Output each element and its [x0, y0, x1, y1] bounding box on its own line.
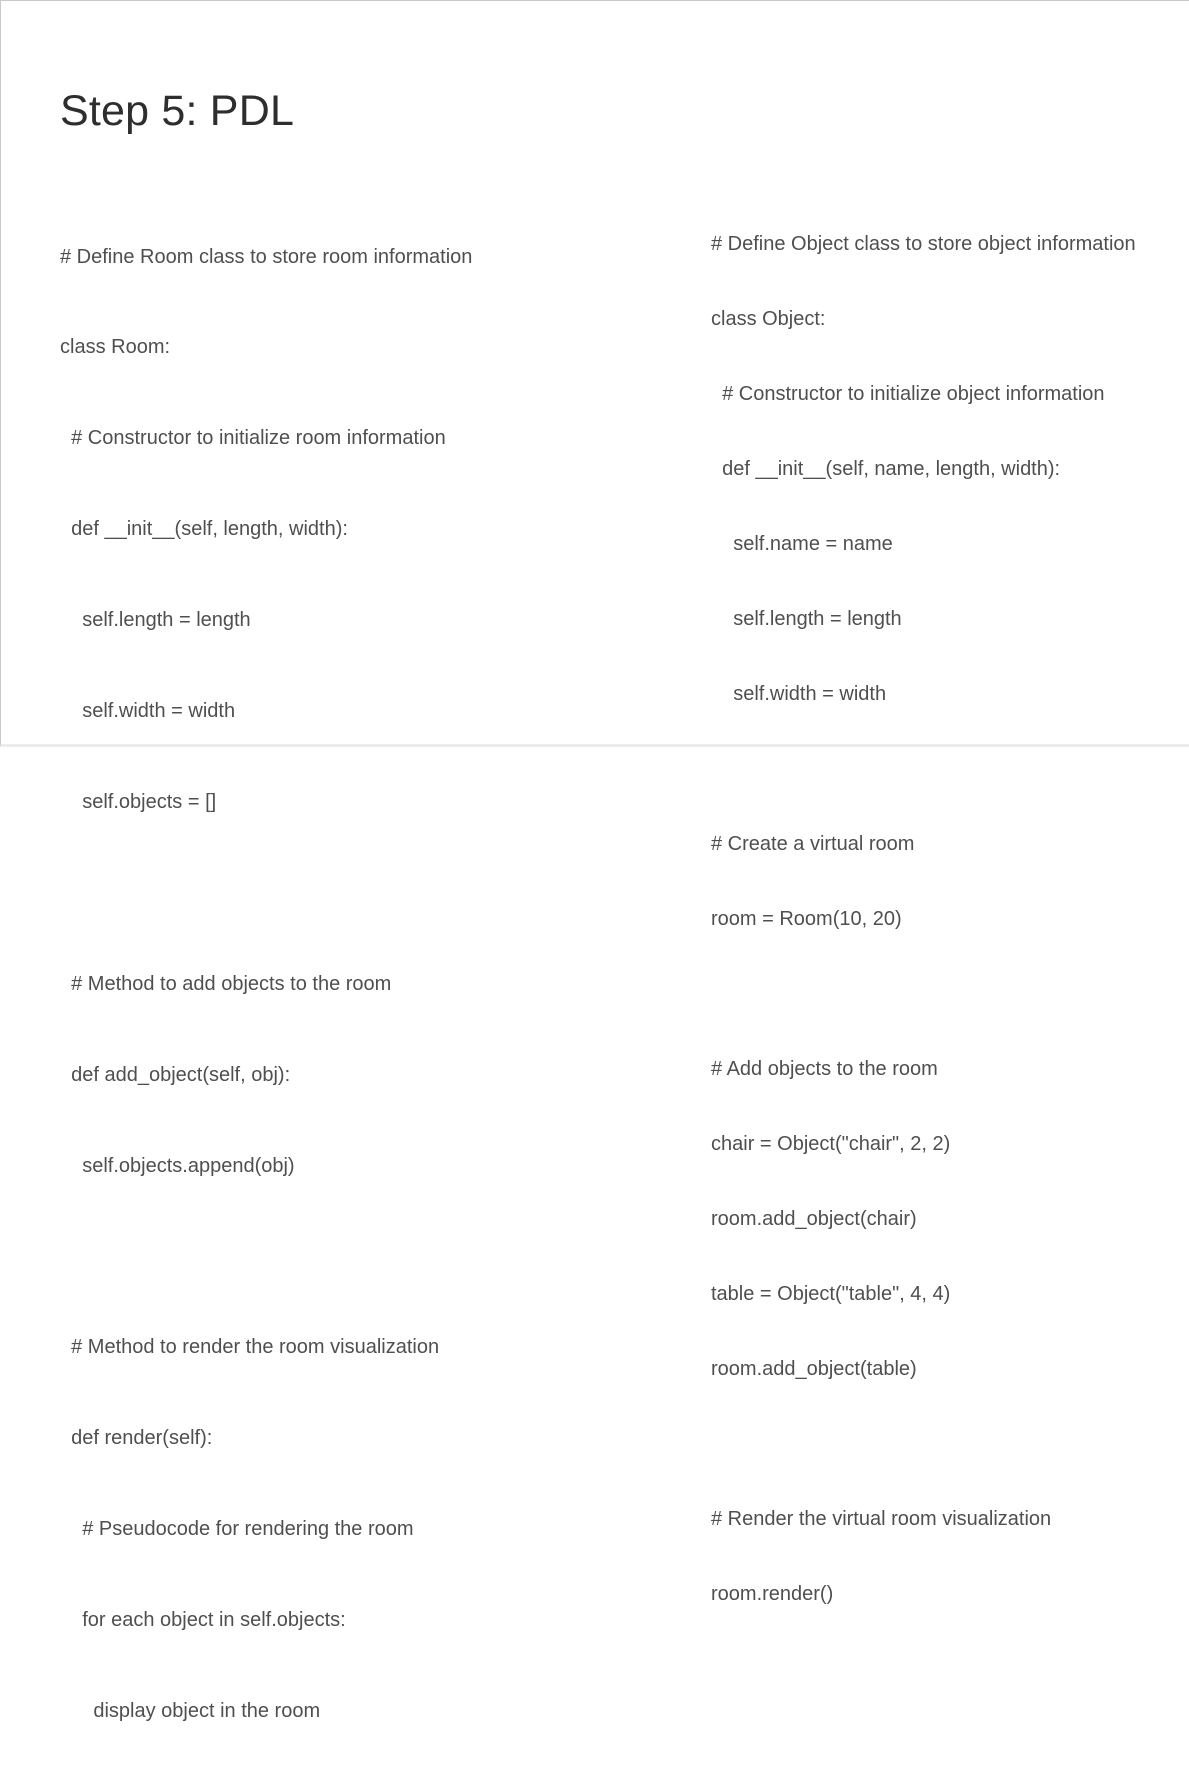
code-line: self.length = length	[60, 609, 251, 632]
code-line: self.name = name	[711, 533, 893, 555]
code-line: self.length = length	[711, 608, 902, 630]
code-line: room.add_object(table)	[711, 1358, 917, 1380]
code-line: chair = Object("chair", 2, 2)	[711, 1133, 951, 1155]
code-line-blank	[711, 757, 1136, 782]
pdl-code-room-class	[60, 181, 472, 1787]
code-line: def add_object(self, obj):	[60, 1063, 291, 1086]
code-line-blank	[60, 1241, 472, 1271]
code-line: class Room:	[60, 336, 171, 359]
code-line: # Constructor to initialize room information	[60, 427, 446, 450]
code-line: # Render the virtual room visualization	[711, 1508, 1052, 1530]
code-line: class Object:	[711, 308, 826, 330]
code-line: # Create a virtual room	[711, 833, 915, 855]
code-line: def __init__(self, length, width):	[60, 518, 348, 541]
code-line: def render(self):	[60, 1427, 213, 1450]
code-line: room.render()	[711, 1583, 834, 1605]
pdl-code-object-class	[711, 182, 1136, 1657]
code-line: # Method to render the room visualization	[60, 1336, 440, 1359]
slide-title: Step 5: PDL	[60, 87, 295, 135]
code-line: def __init__(self, name, length, width):	[711, 458, 1061, 480]
code-line: # Pseudocode for rendering the room	[60, 1518, 414, 1541]
code-line: # Define Object class to store object information	[711, 233, 1136, 255]
code-line: display object in the room	[60, 1699, 321, 1722]
code-line: table = Object("table", 4, 4)	[711, 1283, 951, 1305]
code-line: self.width = width	[60, 700, 236, 723]
code-line-blank	[711, 982, 1136, 1007]
code-line: room.add_object(chair)	[711, 1208, 917, 1230]
code-line: self.objects = []	[60, 790, 217, 813]
code-line-blank	[711, 1432, 1136, 1457]
code-line: # Method to add objects to the room	[60, 972, 392, 995]
code-line: room = Room(10, 20)	[711, 908, 902, 930]
code-line: for each object in self.objects:	[60, 1608, 346, 1631]
code-line: # Define Room class to store room information	[60, 245, 473, 268]
code-line: self.objects.append(obj)	[60, 1154, 295, 1177]
code-line: # Add objects to the room	[711, 1058, 938, 1080]
code-line-blank	[60, 878, 472, 908]
code-line: self.width = width	[711, 683, 887, 705]
code-line: # Constructor to initialize object information	[711, 383, 1105, 405]
